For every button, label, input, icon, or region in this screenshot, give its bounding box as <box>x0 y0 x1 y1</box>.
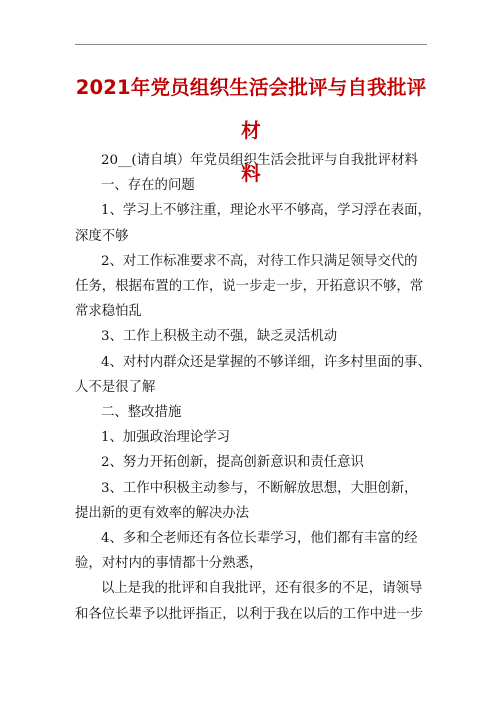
paragraph <box>75 148 435 173</box>
paragraph-line: 一、存在的问题 <box>101 178 195 194</box>
header-rule <box>75 44 427 45</box>
paragraph <box>75 450 435 475</box>
paragraph <box>75 425 435 450</box>
paragraph <box>75 350 435 400</box>
title-line-1: 2021年党员组织生活会批评与自我批评材 <box>75 76 427 142</box>
title-line-2: 料 <box>241 162 261 185</box>
paragraph-line: 1、学习上不够注重，理论水平不够高，学习浮在表面， <box>101 203 431 219</box>
paragraph <box>75 173 435 198</box>
paragraph-line: 任务，根据布置的工作，说一步走一步，开拓意识不够，常 <box>75 279 424 295</box>
paragraph <box>75 400 435 425</box>
paragraph-line: 4、对村内群众还是掌握的不够详细，许多村里面的事、 <box>101 354 431 370</box>
paragraph-line: 二、整改措施 <box>101 405 182 421</box>
paragraph-line: 2、对工作标准要求不高，对待工作只满足领导交代的 <box>101 253 418 269</box>
paragraph-line: 人不是很了解 <box>75 379 156 395</box>
paragraph-line: 提出新的更有效率的解决办法 <box>75 505 250 521</box>
paragraph <box>75 198 435 248</box>
paragraph-line: 常求稳怕乱 <box>75 304 142 320</box>
paragraph <box>75 324 435 349</box>
paragraph-line: 3、工作中积极主动参与，不断解放思想，大胆创新， <box>101 480 418 496</box>
paragraph <box>75 249 435 325</box>
paragraph-line: 4、多和仝老师还有各位长辈学习，他们都有丰富的经 <box>101 531 418 547</box>
paragraph-line: 2、努力开拓创新，提高创新意识和责任意识 <box>101 455 364 471</box>
paragraph <box>75 526 435 576</box>
document-body <box>75 148 435 627</box>
paragraph-line: 和各位长辈予以批评指正，以利于我在以后的工作中进一步 <box>75 606 424 622</box>
paragraph-line: 20__(请自填）年党员组织生活会批评与自我批评材料 <box>101 153 418 168</box>
paragraph-line: 3、工作上积极主动不强，缺乏灵活机动 <box>101 329 338 345</box>
paragraph-line: 深度不够 <box>75 228 129 244</box>
paragraph <box>75 576 435 626</box>
paragraph-line: 验，对村内的事情都十分熟悉， <box>75 556 263 572</box>
paragraph <box>75 476 435 526</box>
paragraph-line: 1、加强政治理论学习 <box>101 430 231 446</box>
paragraph-line: 以上是我的批评和自我批评，还有很多的不足，请领导 <box>101 581 423 597</box>
